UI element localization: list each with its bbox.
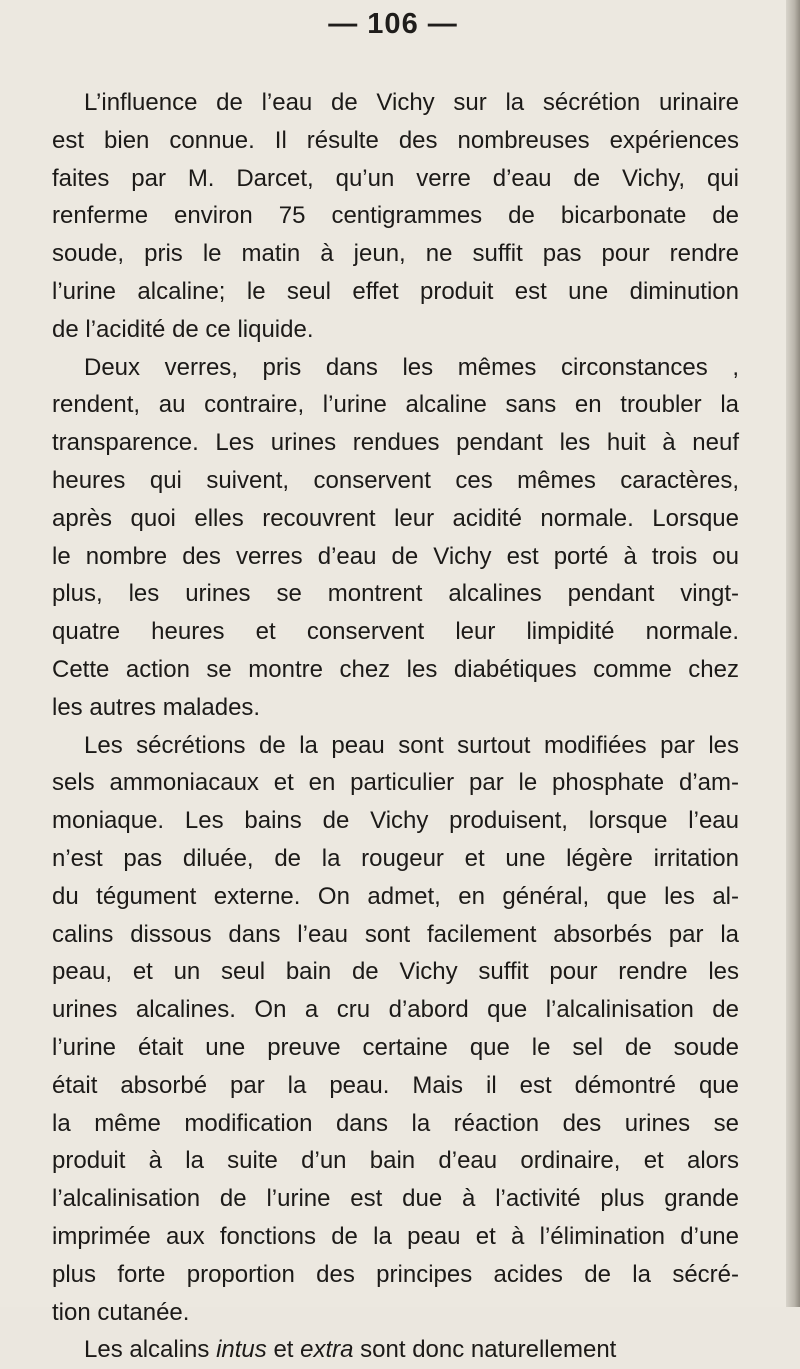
text-line: après quoi elles recouvrent leur acidité normale. Lorsque	[52, 504, 739, 532]
text-line: moniaque. Les bains de Vichy produisent, lorsque l’eau	[52, 807, 739, 835]
text-line: Cette action se montre chez les diabétiques comme chez	[52, 655, 739, 683]
text-line: heures qui suivent, conservent ces mêmes caractères,	[52, 466, 739, 494]
text-line: du tégument externe. On admet, en général, que les al-	[52, 882, 739, 910]
text-line: peau, et un seul bain de Vichy suffit pour rendre les	[52, 958, 739, 986]
text-line: calins dissous dans l’eau sont facilement absorbés par la	[52, 920, 739, 948]
page-edge-shadow	[786, 0, 800, 1307]
body-text	[52, 84, 739, 1369]
text-segment: sont donc naturellement	[353, 1336, 617, 1364]
text-line: n’est pas diluée, de la rougeur et une légère irritation	[52, 844, 739, 872]
text-line: tion cutanée.	[52, 1298, 190, 1326]
text-line-final	[52, 1331, 739, 1369]
text-line: produit à la suite d’un bain d’eau ordinaire, et alors	[52, 1147, 739, 1175]
italic-word: extra	[300, 1336, 354, 1364]
text-line: est bien connue. Il résulte des nombreuses expériences	[52, 126, 739, 154]
text-line: sels ammoniacaux et en particulier par le phosphate d’am-	[52, 769, 739, 797]
text-line: Deux verres, pris dans les mêmes circonstances ,	[84, 353, 739, 381]
text-line: l’alcalinisation de l’urine est due à l’activité plus grande	[52, 1185, 739, 1213]
text-line: la même modification dans la réaction des urines se	[52, 1109, 739, 1137]
text-segment: et	[266, 1336, 301, 1364]
text-line: renferme environ 75 centigrammes de bicarbonate de	[52, 202, 739, 230]
text-line: soude, pris le matin à jeun, ne suffit pas pour rendre	[52, 240, 739, 268]
text-line: était absorbé par la peau. Mais il est démontré que	[52, 1071, 739, 1099]
text-line: urines alcalines. On a cru d’abord que l’alcalinisation de	[52, 996, 739, 1024]
text-segment: Les alcalins	[84, 1336, 217, 1364]
text-line: imprimée aux fonctions de la peau et à l’élimination d’une	[52, 1222, 739, 1250]
text-line: le nombre des verres d’eau de Vichy est porté à trois ou	[52, 542, 739, 570]
text-line: les autres malades.	[52, 693, 261, 721]
italic-word: intus	[216, 1336, 267, 1364]
page-number: — 106 —	[328, 8, 458, 40]
text-line: quatre heures et conservent leur limpidité normale.	[52, 618, 739, 646]
text-line: Les sécrétions de la peau sont surtout modifiées par les	[84, 731, 739, 759]
text-line: faites par M. Darcet, qu’un verre d’eau de Vichy, qui	[52, 164, 739, 192]
text-line: l’urine était une preuve certaine que le sel de soude	[52, 1033, 739, 1061]
text-line: plus, les urines se montrent alcalines pendant vingt-	[52, 580, 739, 608]
text-line: plus forte proportion des principes acides de la sécré-	[52, 1260, 739, 1288]
text-line: l’urine alcaline; le seul effet produit est une diminution	[52, 277, 739, 305]
text-line: transparence. Les urines rendues pendant les huit à neuf	[52, 429, 739, 457]
text-line: L’influence de l’eau de Vichy sur la sécrétion urinaire	[84, 89, 739, 116]
text-line: rendent, au contraire, l’urine alcaline sans en troubler la	[52, 391, 739, 419]
text-line: de l’acidité de ce liquide.	[52, 315, 314, 343]
